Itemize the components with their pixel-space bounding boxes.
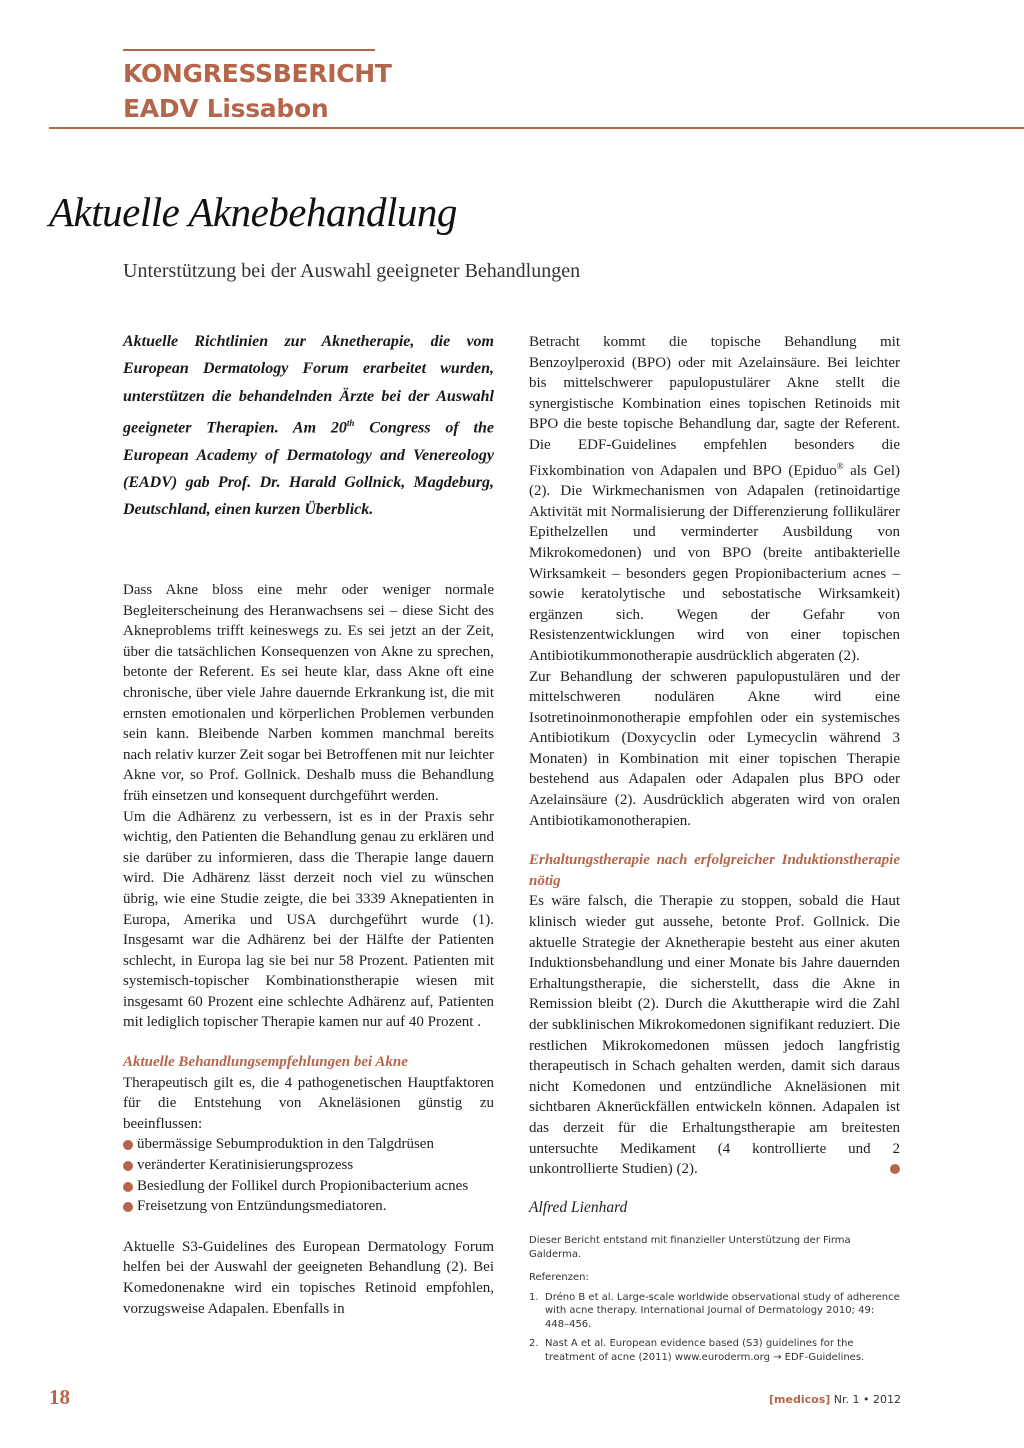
disclosure-note: Dieser Bericht entstand mit finanzieller Unterstützung der Firma Galderma.: [529, 1235, 851, 1260]
right-column: [529, 332, 900, 1370]
list-item: Besiedlung der Follikel durch Propionibacterium acnes: [123, 1176, 494, 1197]
paragraph-3: Therapeutisch gilt es, die 4 pathogenetischen Hauptfaktoren für die Entstehung von Akneläsionen günstig zu beeinflussen:: [123, 1074, 494, 1132]
footer-brand: [769, 1393, 901, 1406]
reference-text: Dréno B et al. Large-scale worldwide observational study of adherence with acne therapy. International Journal of Dermatology 2010; 49: 448–456.: [545, 1291, 900, 1330]
paragraph-4: Aktuelle S3-Guidelines des European Dermatology Forum helfen bei der Auswahl der geeigneten Behandlung (2). Bei Komedonenakne wird ein topisches Retinoid empfohlen, vorzugsweise Adapalen. Ebenfalls in: [123, 1238, 494, 1317]
article-subtitle: Unterstützung bei der Auswahl geeigneter Behandlungen: [123, 260, 581, 282]
subheading-recommendations: Aktuelle Behandlungsempfehlungen bei Akne: [123, 1054, 408, 1071]
references-list: [529, 1291, 900, 1365]
lead-text-a: Aktuelle Richtlinien zur Aknetherapie, die vom European Dermatology Forum erarbeitet wurden, unterstützen die behandelnden Ärzte bei der Auswahl geeigneter Therapien. Am 20: [123, 333, 494, 437]
section-kicker: [123, 56, 523, 126]
references-label: Referenzen:: [529, 1272, 589, 1284]
paragraph-7-text: Es wäre falsch, die Therapie zu stoppen, sobald die Haut klinisch wieder gut aussehe, betonte Prof. Gollnick. Die aktuelle Strategie der Aknetherapie besteht aus einer akuten Induktionsbehandlung und einer Monate bis Jahre dauernden Erhaltungstherapie, die sicherstellt, dass die Akne in Remission bleibt (2). Durch die Akuttherapie wird die Zahl der subklinischen Mikrokomedonen signifikant reduziert. Die restlichen Mikrokomedonen müssen jedoch langfristig therapeutisch in Schach gehalten werden, damit sich daraus nicht Komedonen und entzündliche Akneläsionen mit sichtbaren Aknerückfällen entwickeln können. Adapalen ist das derzeit für die Erhaltungstherapie am breitesten untersuchte Medikament (4 kontrollierte und 2 unkontrollierte Studien) (2).: [529, 893, 900, 1178]
paragraph-5-text-b: als Gel) (2). Die Wirkmechanismen von Adapalen (retinoidartige Aktivität mit Normalisierung der Differenzierung follikulärer Epithelzellen und verminderter Ausbildung von Mikrokomedonen) und von BPO (breite antibakterielle Wirksamkeit – besonders gegen Propionibacterium acnes – sowie keratolytische und sebostatische Wirksamkeit) ergänzen sich. Wegen der Gefahr von Resistenzentwicklungen wird von einer topischen Antibiotikummonotherapie ausdrücklich abgeraten (2).: [529, 462, 900, 664]
issue-info: Nr. 1 • 2012: [833, 1393, 901, 1406]
reference-text: Nast A et al. European evidence based (S3) guidelines for the treatment of acne (2011) www.euroderm.org → EDF-Guidelines.: [545, 1338, 865, 1363]
author-byline: Alfred Lienhard: [529, 1198, 628, 1216]
header-divider: [49, 127, 1024, 129]
article-title: Aktuelle Aknebehandlung: [49, 189, 457, 235]
lead-text-b: Congress of the European Academy of Dermatology and Venereology (EADV) gab Prof. Dr. Harald Gollnick, Magdeburg, Deutschland, einen kurzen Überblick.: [123, 419, 494, 519]
paragraph-1: Dass Akne bloss eine mehr oder weniger normale Begleiterscheinung des Heranwachsens sei – diese Sicht des Akneproblems trifft keineswegs zu. Es sei jetzt an der Zeit, über die tatsächlichen Konsequenzen von Akne zu sprechen, betonte der Referent. Es sei heute klar, dass Akne oft eine chronische, über viele Jahre dauernde Erkrankung ist, die mit ernsten emotionalen und körperlichen Problemen verbunden sein kann. Bleibende Narben kommen manchmal bereits nach relativ kurzer Zeit sogar bei Betroffenen mit nur leichter Akne vor, so Prof. Gollnick. Deshalb muss die Behandlung früh einsetzen und konsequent durchgeführt werden.: [123, 582, 494, 804]
reference-number: 2.: [529, 1338, 539, 1350]
subheading-maintenance: Erhaltungstherapie nach erfolgreicher Induktionstherapie nötig: [529, 852, 900, 889]
article-lead: [123, 328, 494, 523]
reference-item: [529, 1337, 900, 1364]
kicker-line-2: EADV Lissabon: [123, 94, 329, 123]
reference-item: [529, 1291, 900, 1332]
paragraph-2: Um die Adhärenz zu verbessern, ist es in der Praxis sehr wichtig, den Patienten die Behandlung genau zu erklären und sie darüber zu informieren, dass die Therapie lange dauern wird. Die Adhärenz lässt derzeit noch viel zu wünschen übrig, wie eine Studie zeigte, die bei 3339 Aknepatienten in Europa, Amerika und USA durchgeführt wurde (1). Insgesamt war die Adhärenz bei der Hälfte der Patienten schlecht, in Europa lag sie bei nur 58 Prozent. Patienten mit systemisch-topischer Kombinationstherapie wiesen mit insgesamt 60 Prozent eine schlechte Adhärenz auf, Patienten mit lediglich topischer Therapie kamen nur auf 40 Prozent .: [123, 808, 494, 1031]
registered-mark: ®: [836, 460, 844, 471]
left-column: [123, 580, 494, 1319]
list-item: veränderter Keratinisierungsprozess: [123, 1155, 494, 1176]
end-mark-icon: [890, 1164, 900, 1174]
kicker-line-1: KONGRESSBERICHT: [123, 59, 392, 88]
paragraph-6: Zur Behandlung der schweren papulopustulären und der mittelschweren nodulären Akne wird eine Isotretinoinmonotherapie empfohlen oder ein systemisches Antibiotikum (Doxycyclin oder Lymecyclin während 3 Monaten) in Kombination mit einer topischen Therapie bestehend aus Adapalen oder Adapalen plus BPO oder Azelainsäure (2). Ausdrücklich abgeraten wird von oralen Antibiotikamonotherapien.: [529, 668, 900, 829]
paragraph-7: [529, 891, 900, 1179]
paragraph-5-text-a: Betracht kommt die topische Behandlung mit Benzoylperoxid (BPO) oder mit Azelainsäure. Bei leichter bis mittelschwerer papulopustulärer Akne stellt die synergistische Kombination eines topischen Retinoids mit BPO die beste topische Behandlung dar, sagte der Referent. Die EDF-Guidelines empfehlen besonders die Fixkombination von Adapalen und BPO (Epiduo: [529, 334, 900, 479]
publication-name: [medicos]: [769, 1393, 831, 1406]
lead-superscript: th: [346, 417, 355, 428]
factor-list: [123, 1134, 494, 1216]
page-number: 18: [49, 1385, 70, 1409]
paragraph-5: [529, 332, 900, 667]
list-item: übermässige Sebumproduktion in den Talgdrüsen: [123, 1134, 494, 1155]
header-top-rule: [123, 49, 375, 51]
list-item: Freisetzung von Entzündungsmediatoren.: [123, 1196, 494, 1217]
reference-number: 1.: [529, 1291, 539, 1303]
